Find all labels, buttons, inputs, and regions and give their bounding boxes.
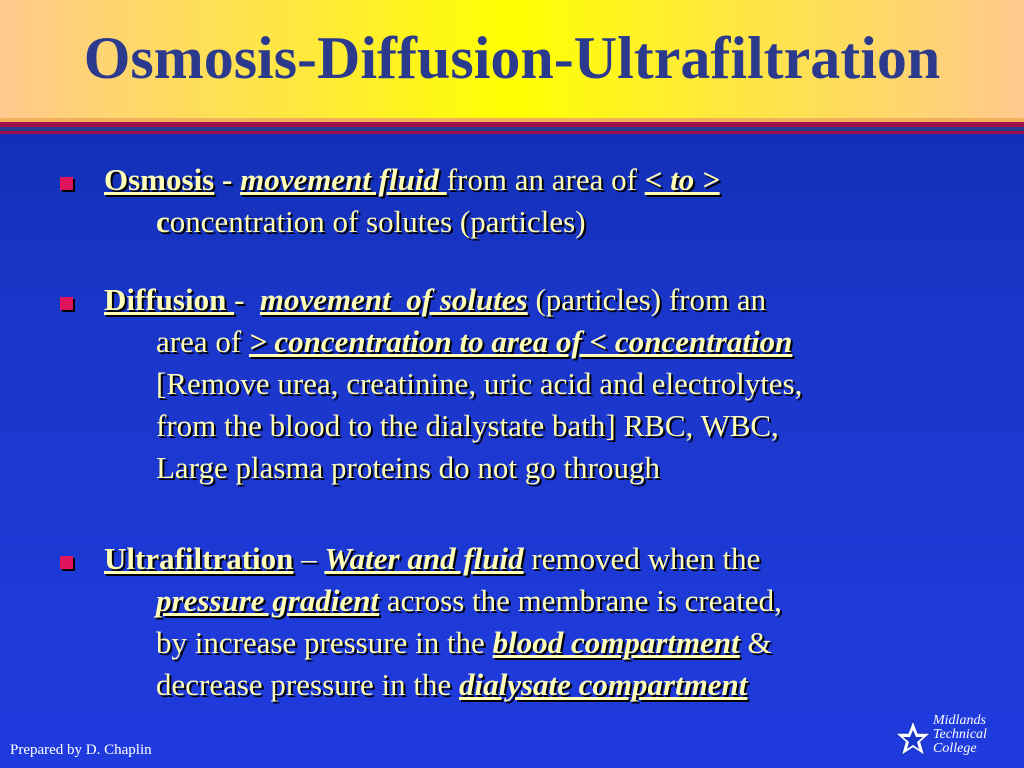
star-logo-icon (893, 718, 933, 762)
text: by increase pressure in the (156, 625, 493, 660)
text: decrease pressure in the (156, 667, 459, 702)
text: area of (156, 324, 249, 359)
emphasis: pressure gradient (156, 583, 380, 618)
bullet-line (104, 538, 994, 580)
title-bar (0, 0, 1024, 118)
logo-text (933, 714, 987, 756)
emphasis: movement fluid (240, 162, 447, 197)
bullet-line (104, 664, 994, 706)
emphasis: Water and fluid (324, 541, 524, 576)
square-bullet-icon (60, 177, 73, 190)
text: c (156, 204, 170, 239)
logo-line: College (933, 741, 977, 756)
bullet-line (104, 321, 994, 363)
bullet-line (104, 279, 994, 321)
text: & (739, 625, 772, 660)
college-logo (893, 714, 1021, 764)
bullet-ultrafiltration (104, 538, 994, 706)
term-ultrafiltration: Ultrafiltration (104, 541, 294, 576)
bullet-line: from the blood to the dialystate bath] RBC, WBC, (156, 408, 779, 443)
bullet-line (104, 622, 994, 664)
separator: – (293, 541, 325, 576)
divider-stripe (0, 131, 1024, 134)
emphasis: movement of solutes (259, 282, 528, 317)
bullet-diffusion (104, 279, 994, 489)
bullet-line (104, 201, 994, 243)
bullet-osmosis (104, 159, 994, 243)
separator: - (214, 162, 241, 197)
bullet-line (104, 580, 994, 622)
separator: - (234, 282, 260, 317)
term-osmosis: Osmosis (104, 162, 215, 197)
slide-title: Osmosis-Diffusion-Ultrafiltration (83, 25, 941, 91)
text: oncentration of solutes (particles) (169, 204, 586, 239)
square-bullet-icon (60, 297, 73, 310)
square-bullet-icon (60, 556, 73, 569)
emphasis: < to > (644, 162, 720, 197)
text: removed when the (523, 541, 761, 576)
term-diffusion: Diffusion (104, 282, 235, 317)
bullet-line: [Remove urea, creatinine, uric acid and electrolytes, (156, 366, 803, 401)
bullet-line: Large plasma proteins do not go through (156, 450, 660, 485)
text: across the membrane is created, (379, 583, 782, 618)
logo-line: Technical (933, 727, 987, 742)
emphasis: blood compartment (492, 625, 740, 660)
emphasis: dialysate compartment (458, 667, 748, 702)
logo-line: Midlands (933, 713, 986, 728)
emphasis: > concentration to area of < concentration (248, 324, 793, 359)
footer-credit: Prepared by D. Chaplin (10, 742, 152, 758)
text: (particles) from an (527, 282, 767, 317)
text: from an area of (446, 162, 645, 197)
bullet-line (104, 159, 994, 201)
